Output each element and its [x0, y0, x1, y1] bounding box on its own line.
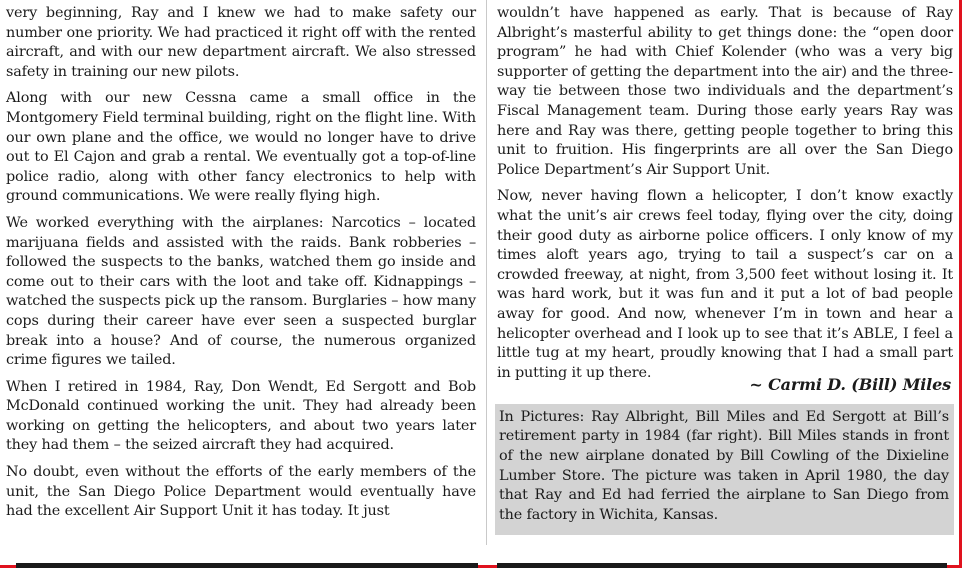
- paragraph: wouldn’t have happened as early. That is because of Ray Albright’s masterful ability to get things done: the “open door program” he had with Chief Kolender (who was a very big supporter of getting the department into the air) and the three-way tie between those two individuals and the department’s Fiscal Management team. During those early years Ray was here and Ray was there, getting people together to bring this unit to fruition. His fingerprints are all over the San Diego Police Department’s Air Support Unit.: [497, 5, 953, 178]
- photo-caption-box: [495, 404, 954, 535]
- bottom-bar: [16, 563, 478, 568]
- paragraph: very beginning, Ray and I knew we had to make safety our number one priority. We had practiced it right off with the rented aircraft, and with our new department aircraft. We also stressed safety in training our new pilots.: [6, 5, 476, 80]
- article-right-column: [497, 4, 953, 535]
- paragraph: We worked everything with the airplanes: Narcotics – located marijuana fields and assisted with the raids. Bank robberies – followed the suspects to the banks, watched them go inside and come out to their cars with the loot and take off. Kidnappings – watched the suspects pick up the ransom. Burglaries – how many cops during their career have ever seen a suspected burglar break into a house? And of course, the numerous organized crime figures we tailed.: [6, 214, 476, 369]
- paragraph: Along with our new Cessna came a small office in the Montgomery Field terminal building, right on the flight line. With our own plane and the office, we would no longer have to drive out to El Cajon and grab a rental. We eventually got a top-of-line police radio, along with other fancy electronics to help with ground communications. We were really flying high.: [6, 90, 476, 205]
- article-left-column: [6, 4, 476, 529]
- paragraph: When I retired in 1984, Ray, Don Wendt, Ed Sergott and Bob McDonald continued working the unit. They had already been working on getting the helicopters, and about two years later they had them – the seized aircraft they had acquired.: [6, 378, 476, 454]
- bottom-bar: [497, 563, 947, 568]
- paragraph: No doubt, even without the efforts of the early members of the unit, the San Diego Police Department would eventually have had the excellent Air Support Unit it has today. It just: [6, 464, 476, 520]
- paragraph: Now, never having flown a helicopter, I don’t know exactly what the unit’s air crews feel today, flying over the city, doing their good duty as airborne police officers. I only know of my times aloft years ago, trying to tail a suspect’s car on a crowded freeway, at night, from 3,500 feet without losing it. It was hard work, but it was fun and it put a lot of bad people away for good. And now, whenever I’m in town and hear a helicopter overhead and I look up to see that it’s ABLE, I feel a little tug at my heart, proudly knowing that I had a small part in putting it up there.: [497, 188, 953, 381]
- author-signature: ~ Carmi D. (Bill) Miles: [749, 375, 951, 395]
- photo-caption: In Pictures: Ray Albright, Bill Miles and Ed Sergott at Bill’s retirement party in 1984 (far right). Bill Miles stands in front of the new airplane donated by Bill Cowling of the Dixieline Lumber Store. The picture was taken in April 1980, the day that Ray and Ed had ferried the airplane to San Diego from the factory in Wichita, Kansas.: [499, 408, 949, 523]
- column-divider: [486, 0, 487, 545]
